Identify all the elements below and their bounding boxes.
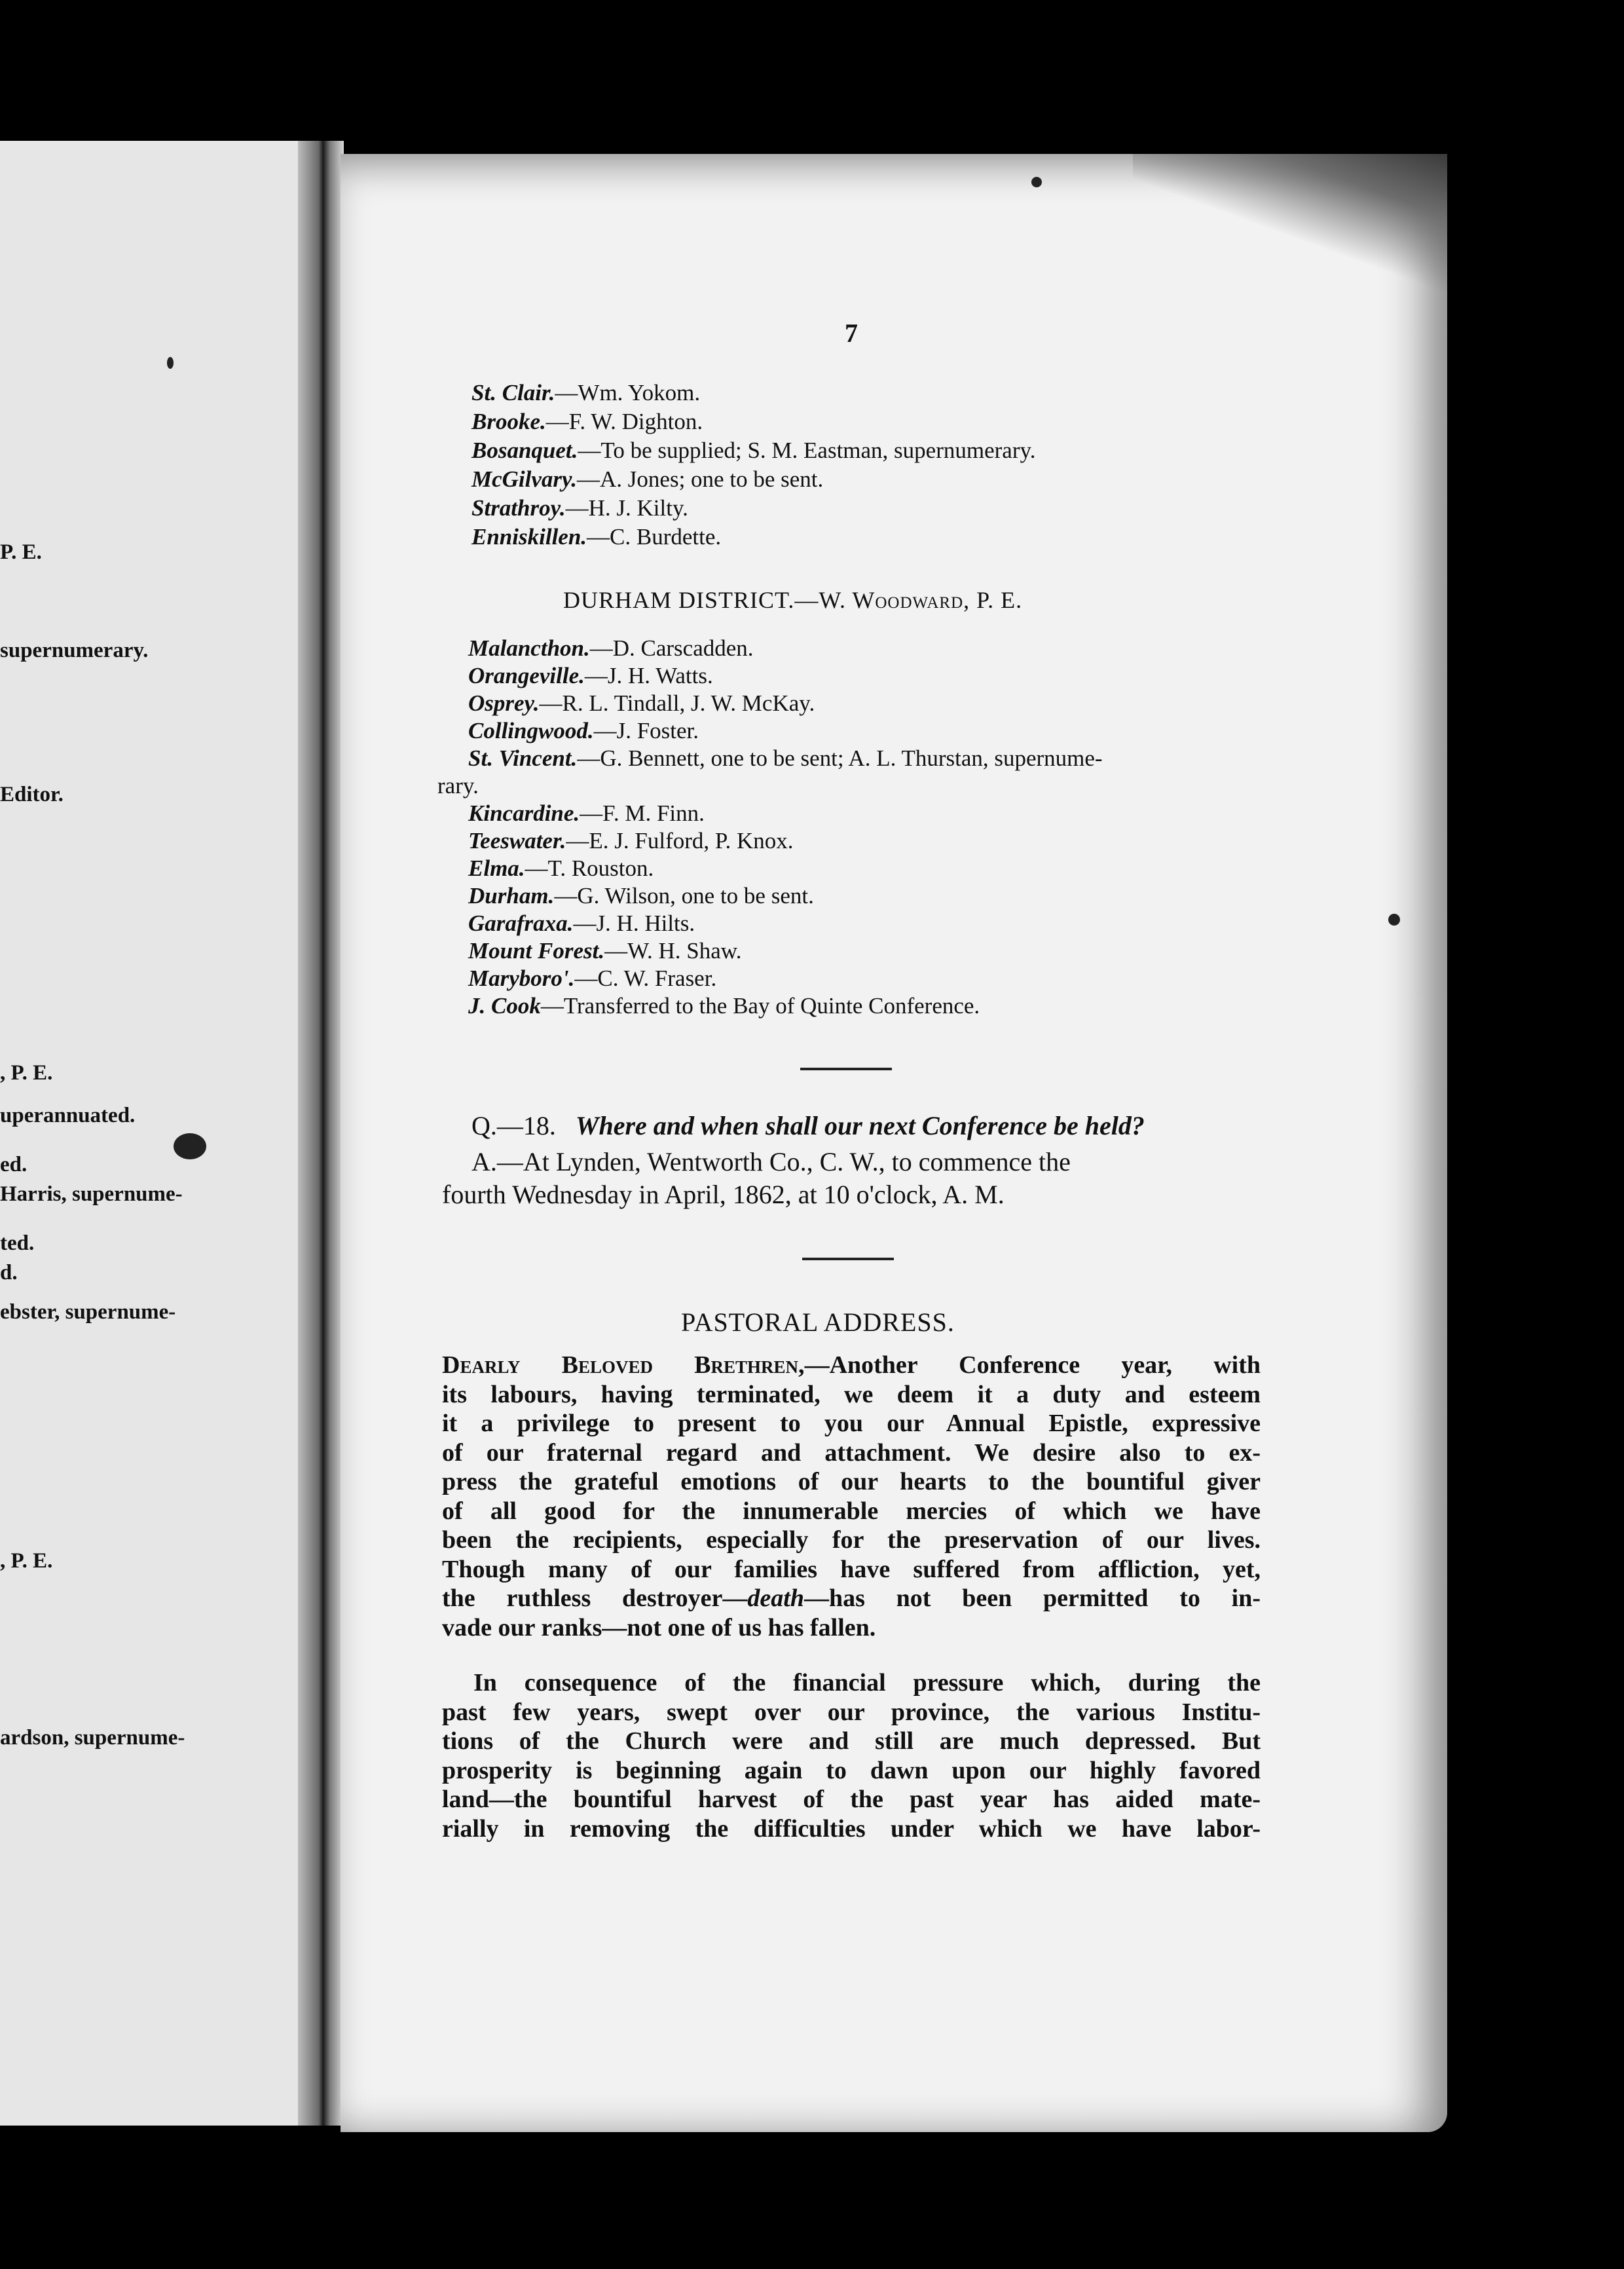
- circuit-entry: St. Clair.—Wm. Yokom.: [471, 380, 701, 405]
- circuit-entry: Durham.—G. Wilson, one to be sent.: [468, 883, 814, 909]
- circuit-entry: Strathroy.—H. J. Kilty.: [471, 495, 688, 521]
- left-fragment: ebster, supernume-: [0, 1300, 176, 1324]
- circuit-entry: St. Vincent.—G. Bennett, one to be sent; A. L. Thurstan, supernume-: [468, 745, 1103, 771]
- left-fragment: d.: [0, 1261, 18, 1285]
- scan-speck: [1031, 177, 1042, 187]
- answer-line: fourth Wednesday in April, 1862, at 10 o'clock, A. M.: [442, 1180, 1005, 1209]
- left-fragment: , P. E.: [0, 1061, 53, 1085]
- section-rule: [802, 1258, 894, 1260]
- left-fragment: Harris, supernume-: [0, 1182, 183, 1206]
- text-line: it a privilege to present to you our Annual Epistle, expressive: [442, 1410, 1261, 1437]
- page-fold-shadow: [1133, 154, 1447, 390]
- circuit-entry: Mount Forest.—W. H. Shaw.: [468, 938, 742, 964]
- left-fragment: ed.: [0, 1153, 28, 1176]
- text-line: rially in removing the difficulties under which we have labor-: [442, 1814, 1261, 1843]
- answer-line: A.—At Lynden, Wentworth Co., C. W., to commence the: [471, 1147, 1071, 1176]
- circuit-entry: J. Cook—Transferred to the Bay of Quinte Conference.: [468, 993, 980, 1019]
- circuit-entry: Collingwood.—J. Foster.: [468, 718, 699, 743]
- text-line: Dearly Beloved Brethren,—Another Conference year, with: [442, 1351, 1261, 1379]
- left-fragment: supernumerary.: [0, 639, 149, 662]
- circuit-entry: Elma.—T. Rouston.: [468, 855, 654, 881]
- circuit-entry: Garafraxa.—J. H. Hilts.: [468, 910, 695, 936]
- circuit-entry: McGilvary.—A. Jones; one to be sent.: [471, 466, 824, 492]
- circuit-entry: Enniskillen.—C. Burdette.: [471, 524, 722, 550]
- text-line: land—the bountiful harvest of the past year has aided mate-: [442, 1786, 1261, 1813]
- text-line: been the recipients, especially for the preservation of our lives.: [442, 1526, 1261, 1554]
- pastoral-paragraph-2: [442, 1668, 1261, 1843]
- text-line: prosperity is beginning again to dawn upon our highly favored: [442, 1756, 1261, 1784]
- circuit-entry: Osprey.—R. L. Tindall, J. W. McKay.: [468, 690, 815, 716]
- pastoral-paragraph-1: [442, 1351, 1261, 1642]
- book-gutter: [298, 141, 344, 2126]
- circuit-entry: Brooke.—F. W. Dighton.: [471, 409, 703, 434]
- left-fragment: uperannuated.: [0, 1104, 136, 1127]
- circuit-entry: Bosanquet.—To be supplied; S. M. Eastman, supernumerary.: [471, 438, 1036, 463]
- text-line: its labours, having terminated, we deem it a duty and esteem: [442, 1380, 1261, 1408]
- scan-speck: [167, 357, 174, 369]
- left-fragment: ardson, supernume-: [0, 1726, 185, 1750]
- text-line: tions of the Church were and still are much depressed. But: [442, 1727, 1261, 1755]
- text-line: the ruthless destroyer—death—has not been permitted to in-: [442, 1585, 1261, 1612]
- district-heading: DURHAM DISTRICT.—W. Woodward, P. E.: [563, 587, 1023, 613]
- text-line: In consequence of the financial pressure which, during the: [473, 1669, 1261, 1697]
- circuit-entry: Teeswater.—E. J. Fulford, P. Knox.: [468, 828, 794, 853]
- section-rule: [800, 1068, 892, 1070]
- circuit-entry: Kincardine.—F. M. Finn.: [468, 800, 705, 826]
- left-fragment: , P. E.: [0, 1549, 53, 1573]
- left-fragment: ted.: [0, 1231, 35, 1255]
- scan-speck: [1388, 914, 1400, 926]
- left-fragment: P. E.: [0, 540, 42, 564]
- text-line: vade our ranks—not one of us has fallen.: [442, 1613, 876, 1641]
- page-number: 7: [845, 318, 858, 348]
- circuit-entry: Orangeville.—J. H. Watts.: [468, 663, 713, 688]
- left-fragment: Editor.: [0, 783, 64, 806]
- scan-speck: [174, 1133, 206, 1159]
- text-line: of our fraternal regard and attachment. We desire also to ex-: [442, 1438, 1261, 1467]
- address-title: PASTORAL ADDRESS.: [681, 1307, 955, 1337]
- question-line: Q.—18. Where and when shall our next Conference be held?: [471, 1111, 1145, 1140]
- circuit-entry: Maryboro'.—C. W. Fraser.: [468, 966, 717, 991]
- left-partial-page: [0, 141, 321, 2126]
- circuit-entry-continued: rary.: [437, 773, 479, 798]
- circuit-entry: Malancthon.—D. Carscadden.: [468, 635, 754, 661]
- text-line: Though many of our families have suffered from affliction, yet,: [442, 1555, 1261, 1583]
- text-line: press the grateful emotions of our hearts to the bountiful giver: [442, 1468, 1261, 1495]
- text-line: of all good for the innumerable mercies of which we have: [442, 1497, 1261, 1525]
- text-line: past few years, swept over our province, the various Institu-: [442, 1698, 1261, 1726]
